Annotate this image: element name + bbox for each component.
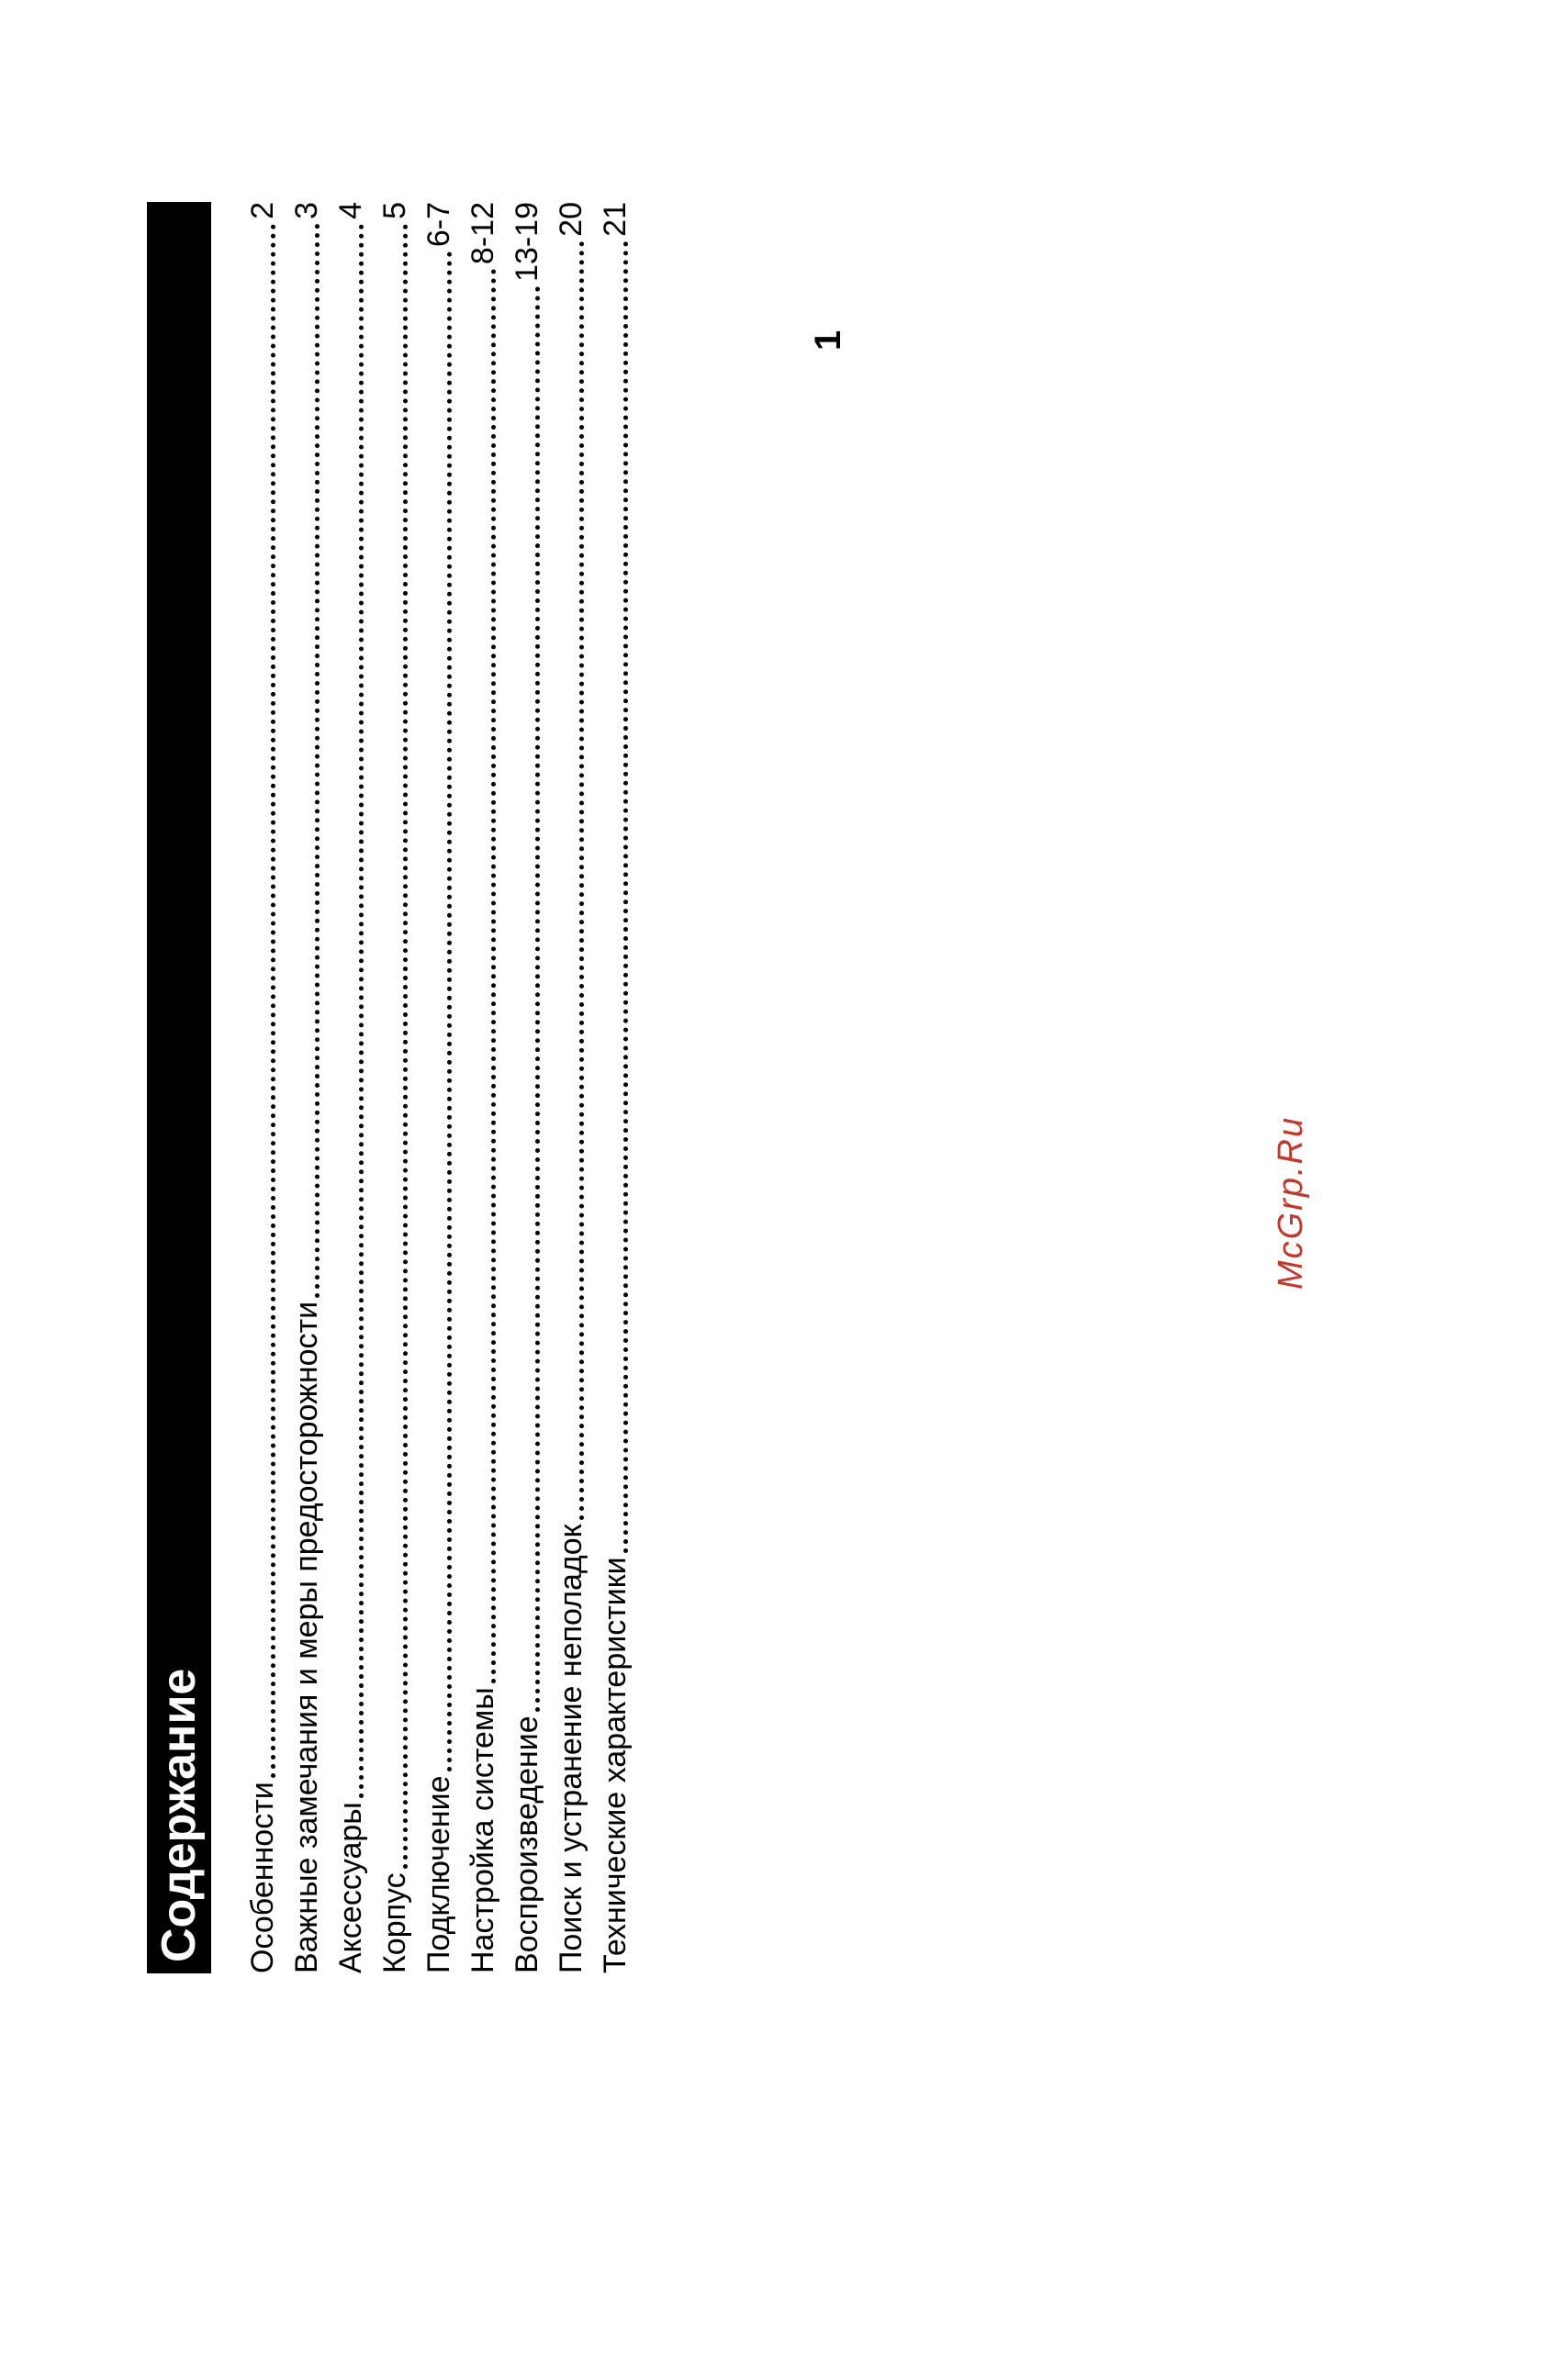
page-number: 1 <box>808 330 848 351</box>
watermark: McGrp.Ru <box>1272 1115 1310 1290</box>
toc-entry-label: Настройка системы <box>465 1687 500 1973</box>
toc-entry-label: Подключение <box>421 1775 456 1973</box>
toc-entry-page: 8-12 <box>465 202 500 265</box>
toc-entry-label: Важные замечания и меры предосторожности <box>289 1301 324 1973</box>
toc-entry-label: Аксессуары <box>333 1802 368 1973</box>
rotated-page-content <box>147 138 1310 1973</box>
toc-entry-page: 2 <box>245 202 280 219</box>
toc-entry-label: Корпус <box>377 1872 412 1973</box>
toc-entry-label: Воспроизведение <box>510 1715 544 1973</box>
title-bar <box>147 202 211 1973</box>
toc-entry-page: 5 <box>377 202 412 219</box>
page-title: Содержание <box>152 1668 206 1962</box>
toc-dot-leader <box>623 240 628 1554</box>
toc-entry-page: 6-7 <box>421 202 456 248</box>
toc-entry-label: Поиск и устранение неполадок <box>554 1524 589 1973</box>
toc-entry-specifications[interactable] <box>582 202 637 1973</box>
toc-entry-page: 20 <box>554 202 589 237</box>
toc-entry-page: 3 <box>289 202 324 219</box>
toc-entry-label: Особенности <box>245 1782 280 1973</box>
toc-entry-page: 4 <box>333 202 368 219</box>
toc-entry-label: Технические характеристики <box>598 1557 633 1973</box>
toc-entry-page: 21 <box>598 202 633 237</box>
toc-entry-page: 13-19 <box>510 202 544 282</box>
